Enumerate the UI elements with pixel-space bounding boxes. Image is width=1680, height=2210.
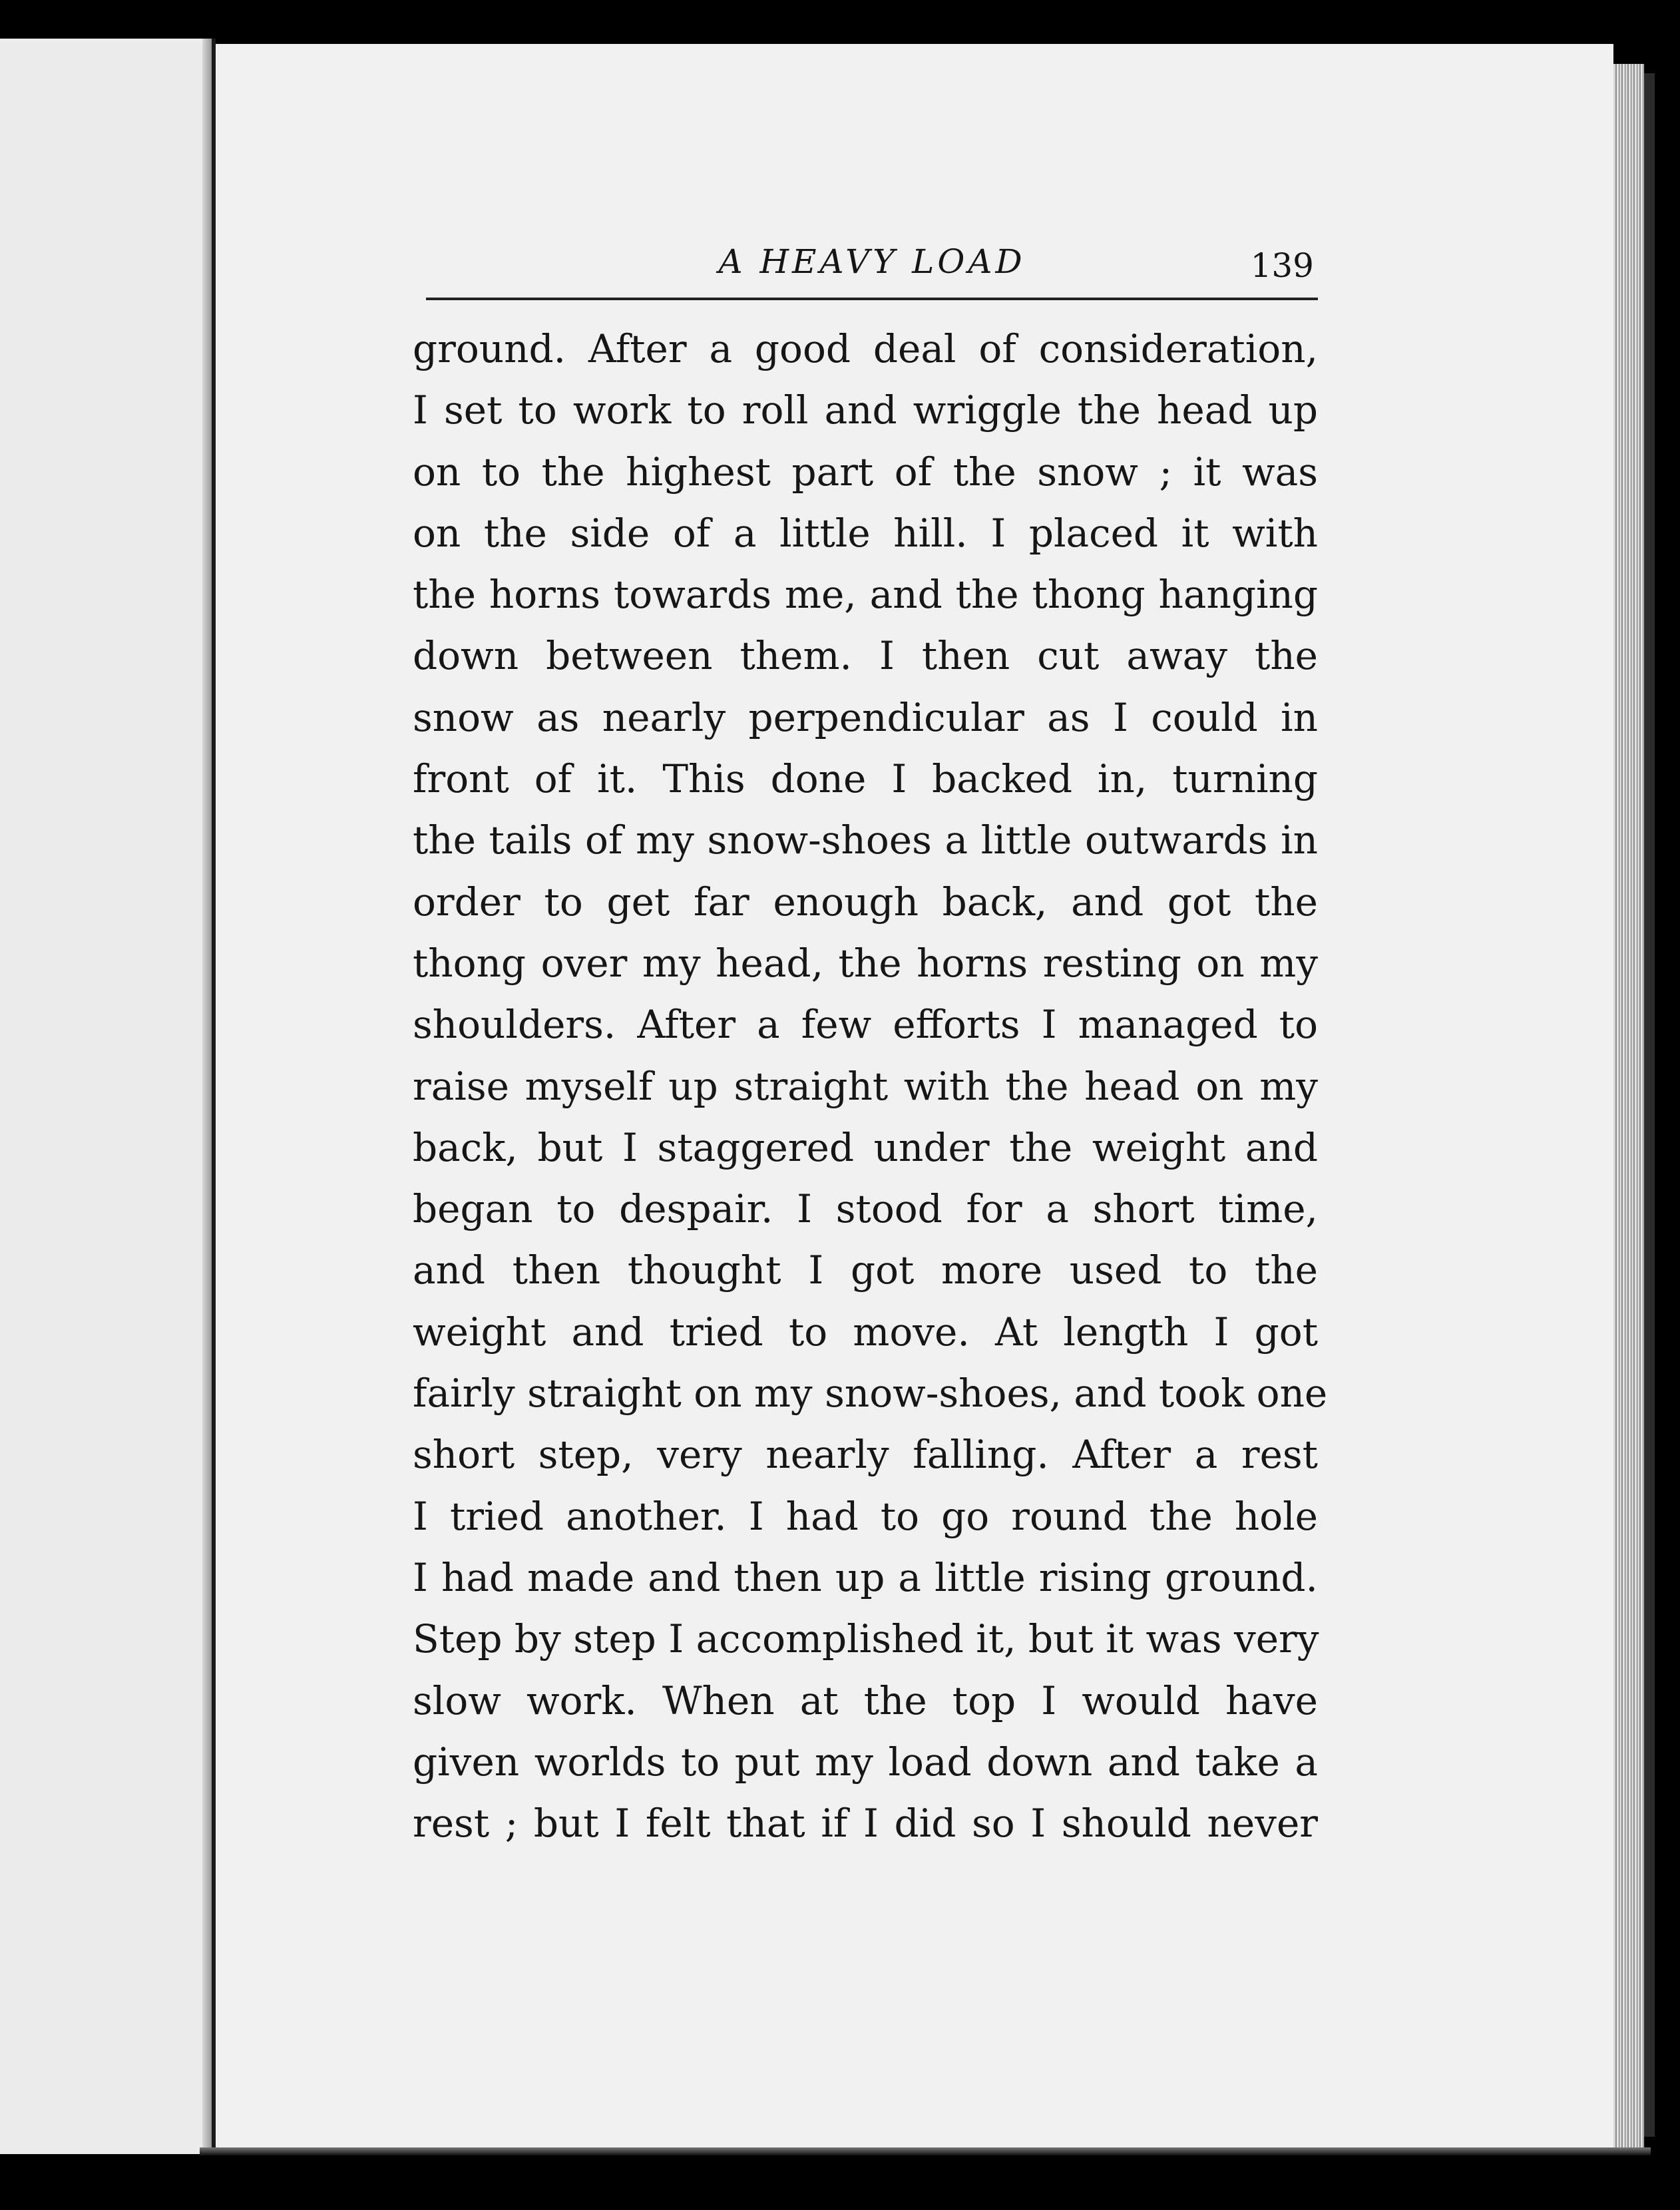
bottom-shadow bbox=[200, 2147, 1651, 2155]
text-line: short step, very nearly falling. After a rest bbox=[413, 1432, 1318, 1478]
text-line: front of it. This done I backed in, turning bbox=[413, 756, 1318, 802]
text-line: and then thought I got more used to the bbox=[413, 1247, 1318, 1293]
body-text bbox=[413, 318, 1328, 1854]
text-line: on to the highest part of the snow ; it was bbox=[413, 449, 1318, 495]
text-line: down between them. I then cut away the bbox=[413, 633, 1318, 679]
text-line: Step by step I accomplished it, but it was very bbox=[413, 1616, 1319, 1662]
text-line: given worlds to put my load down and take a bbox=[413, 1739, 1318, 1785]
text-line: I had made and then up a little rising ground. bbox=[413, 1554, 1318, 1600]
text-line: fairly straight on my snow-shoes, and took one bbox=[413, 1371, 1328, 1417]
page-number: 139 bbox=[1250, 246, 1314, 285]
text-line: on the side of a little hill. I placed it with bbox=[413, 510, 1318, 556]
text-line: snow as nearly perpendicular as I could in bbox=[413, 694, 1318, 740]
text-line: I set to work to roll and wriggle the head up bbox=[413, 387, 1318, 433]
text-line: slow work. When at the top I would have bbox=[413, 1677, 1318, 1723]
text-line: the tails of my snow-shoes a little outwards in bbox=[413, 817, 1318, 863]
header-rule bbox=[426, 298, 1318, 300]
text-line: rest ; but I felt that if I did so I should never bbox=[413, 1801, 1318, 1847]
text-line: shoulders. After a few efforts I managed to bbox=[413, 1002, 1318, 1048]
page-edges bbox=[1613, 64, 1644, 2147]
text-line: thong over my head, the horns resting on my bbox=[413, 940, 1318, 986]
text-line: began to despair. I stood for a short time, bbox=[413, 1186, 1318, 1232]
page-gutter bbox=[202, 39, 212, 2154]
page-header bbox=[426, 233, 1318, 293]
text-line: ground. After a good deal of consideration, bbox=[413, 326, 1318, 371]
text-line: I tried another. I had to go round the hole bbox=[413, 1493, 1318, 1539]
text-line: order to get far enough back, and got the bbox=[413, 879, 1318, 925]
text-line: the horns towards me, and the thong hanging bbox=[413, 572, 1318, 618]
text-line: back, but I staggered under the weight and bbox=[413, 1124, 1318, 1170]
facing-page bbox=[0, 39, 216, 2154]
running-head: A HEAVY LOAD bbox=[718, 242, 1026, 281]
text-line: raise myself up straight with the head on my bbox=[413, 1063, 1318, 1109]
page-edge-shadow bbox=[1644, 73, 1655, 2137]
text-line: weight and tried to move. At length I got bbox=[413, 1309, 1318, 1355]
